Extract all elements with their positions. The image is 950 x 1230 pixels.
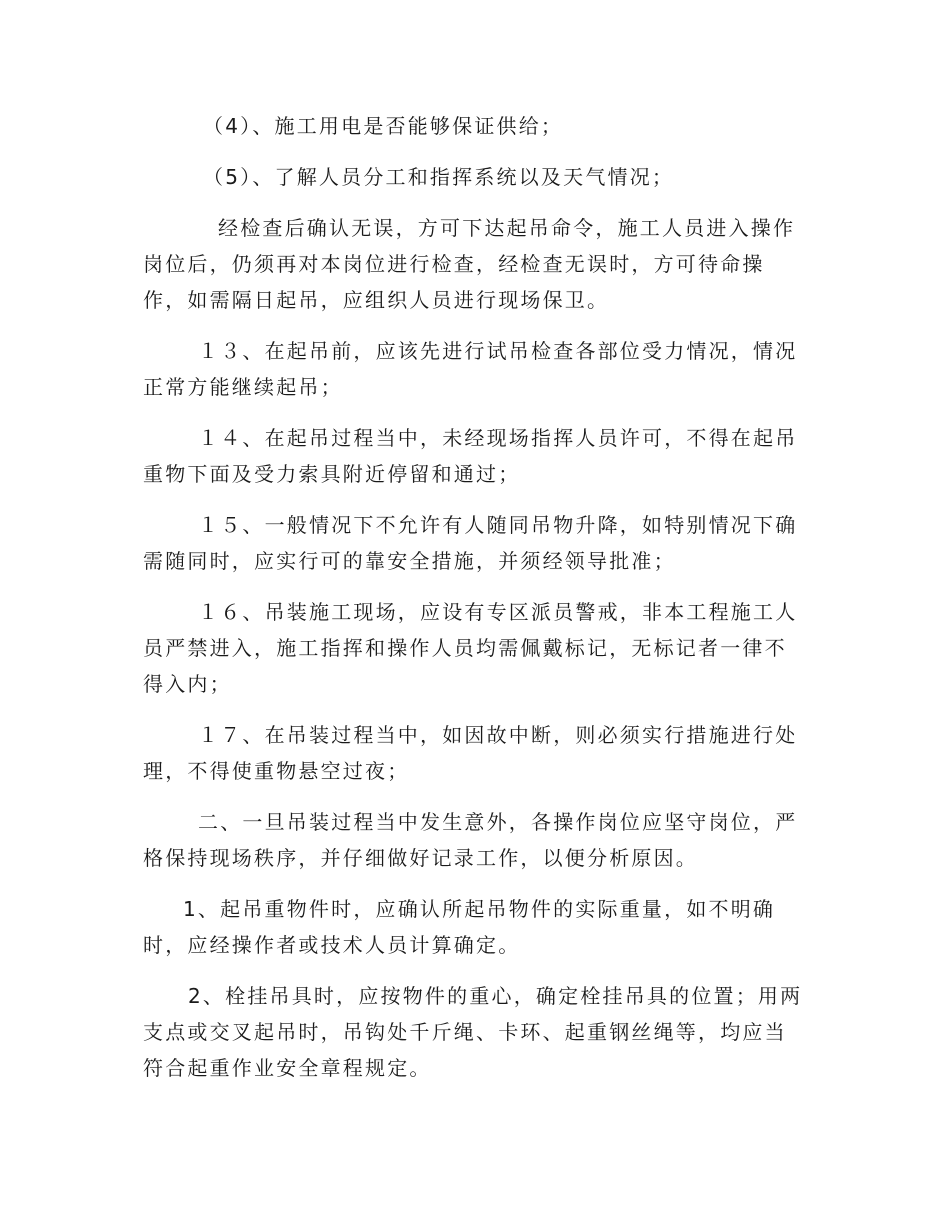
paragraph-power-supply: （4）、施工用电是否能够保证供给； xyxy=(203,114,564,138)
paragraph-item-13: １３、在起吊前，应该先进行试吊检查各部位受力情况，情况正常方能继续起吊； xyxy=(143,339,798,399)
paragraph-item-2: 2、栓挂吊具时，应按物件的重心，确定栓挂吊具的位置；用两支点或交叉起吊时，吊钩处千斤绳、卡环、起重钢丝绳等，均应当符合起重作业安全章程规定。 xyxy=(143,984,803,1080)
paragraph-section-2: 二、一旦吊装过程当中发生意外，各操作岗位应坚守岗位，严格保持现场秩序，并仔细做好记录工作，以便分析原因。 xyxy=(143,810,798,870)
paragraph-item-14: １４、在起吊过程当中，未经现场指挥人员许可，不得在起吊重物下面及受力索具附近停留和通过； xyxy=(143,426,798,486)
paragraph-item-17: １７、在吊装过程当中，如因故中断，则必须实行措施进行处理，不得使重物悬空过夜； xyxy=(143,723,798,783)
paragraph-item-1: 1、起吊重物件时，应确认所起吊物件的实际重量，如不明确时，应经操作者或技术人员计算确定。 xyxy=(143,897,776,957)
document-body xyxy=(143,108,807,1101)
paragraph-item-15: １５、一般情况下不允许有人随同吊物升降，如特别情况下确需随同时，应实行可的靠安全措施，并须经领导批准； xyxy=(143,513,798,573)
paragraph-confirm-lifting: 经检查后确认无误，方可下达起吊命令，施工人员进入操作岗位后，仍须再对本岗位进行检查，经检查无误时，方可待命操作，如需隔日起吊，应组织人员进行现场保卫。 xyxy=(143,216,796,312)
paragraph-staff-weather: （5）、了解人员分工和指挥系统以及天气情况； xyxy=(203,165,675,189)
paragraph-item-16: １６、吊装施工现场，应设有专区派员警戒，非本工程施工人员严禁进入，施工指挥和操作人员均需佩戴标记，无标记者一律不得入内； xyxy=(143,600,798,696)
